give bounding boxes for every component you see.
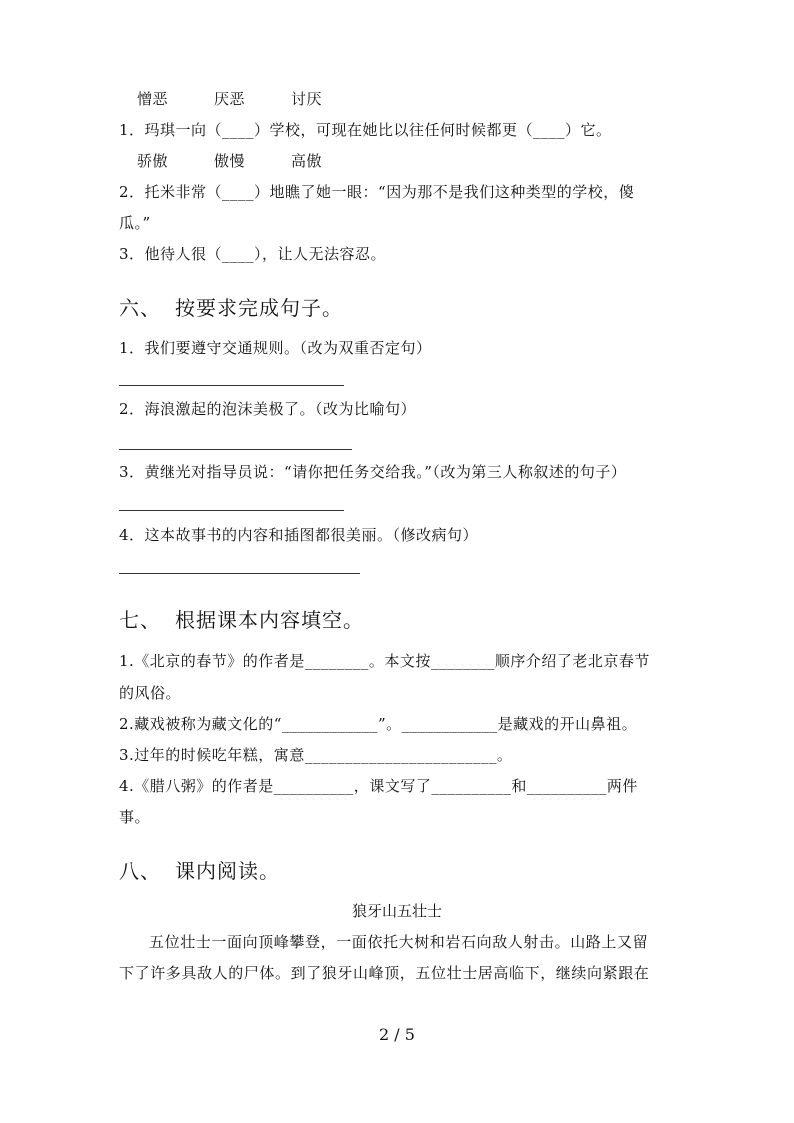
- passage-title: 狼牙山五壮士: [351, 902, 442, 920]
- section-title: 按要求完成句子。: [175, 296, 343, 320]
- answer-line[interactable]: [119, 510, 344, 511]
- section-title: 根据课本内容填空。: [175, 608, 364, 632]
- question-5-2: 2．托米非常（____）地瞧了她一眼：“因为那不是我们这种类型的学校，傻: [119, 183, 635, 201]
- question-7-1-cont: 的风俗。: [119, 684, 182, 702]
- section-8-heading: [119, 857, 280, 885]
- section-7-heading: [119, 606, 364, 634]
- section-number: 七、: [119, 608, 161, 632]
- section-6-heading: [119, 294, 343, 322]
- word-group-1: [137, 88, 368, 110]
- page-number: 2 / 5: [379, 1025, 415, 1044]
- word-option: 厌恶: [214, 90, 246, 108]
- question-7-2: 2.藏戏被称为藏文化的“____________”。____________是藏戏的开山鼻祖。: [119, 715, 638, 733]
- word-group-2: [137, 150, 368, 172]
- answer-line[interactable]: [119, 573, 360, 574]
- section-number: 六、: [119, 296, 161, 320]
- answer-line[interactable]: [119, 449, 352, 450]
- word-option: 憎恶: [137, 90, 169, 108]
- word-option: 傲慢: [214, 152, 246, 170]
- passage-line: 下了许多具敌人的尸体。到了狼牙山峰顶，五位壮士居高临下，继续向紧跟在: [119, 964, 650, 982]
- word-option: 骄傲: [137, 152, 169, 170]
- question-7-1: 1.《北京的春节》的作者是________。本文按________顺序介绍了老北京春节: [119, 652, 650, 670]
- question-5-1: 1．玛琪一向（____）学校，可现在她比以往任何时候都更（____）它。: [119, 121, 612, 139]
- question-6-4: 4．这本故事书的内容和插图都很美丽。（修改病句）: [119, 526, 479, 544]
- section-title: 课内阅读。: [175, 859, 280, 883]
- question-6-2: 2．海浪激起的泡沫美极了。（改为比喻句）: [119, 400, 417, 418]
- question-6-1: 1．我们要遵守交通规则。（改为双重否定句）: [119, 339, 432, 357]
- question-6-3: 3．黄继光对指导员说：“请你把任务交给我。”（改为第三人称叙述的句子）: [119, 463, 627, 481]
- question-5-2-cont: 瓜。”: [119, 214, 151, 232]
- question-7-4: 4.《腊八粥》的作者是__________，课文写了__________和__________两件: [119, 777, 638, 795]
- section-number: 八、: [119, 859, 161, 883]
- question-7-3: 3.过年的时候吃年糕，寓意________________________。: [119, 746, 513, 764]
- answer-line[interactable]: [119, 385, 344, 386]
- question-5-3: 3．他待人很（____），让人无法容忍。: [119, 245, 387, 263]
- question-7-4-cont: 事。: [119, 808, 151, 826]
- passage-paragraph: [119, 927, 649, 989]
- passage-line: 五位壮士一面向顶峰攀登，一面依托大树和岩石向敌人射击。山路上又留: [149, 933, 649, 951]
- word-option: 讨厌: [291, 90, 323, 108]
- word-option: 高傲: [291, 152, 323, 170]
